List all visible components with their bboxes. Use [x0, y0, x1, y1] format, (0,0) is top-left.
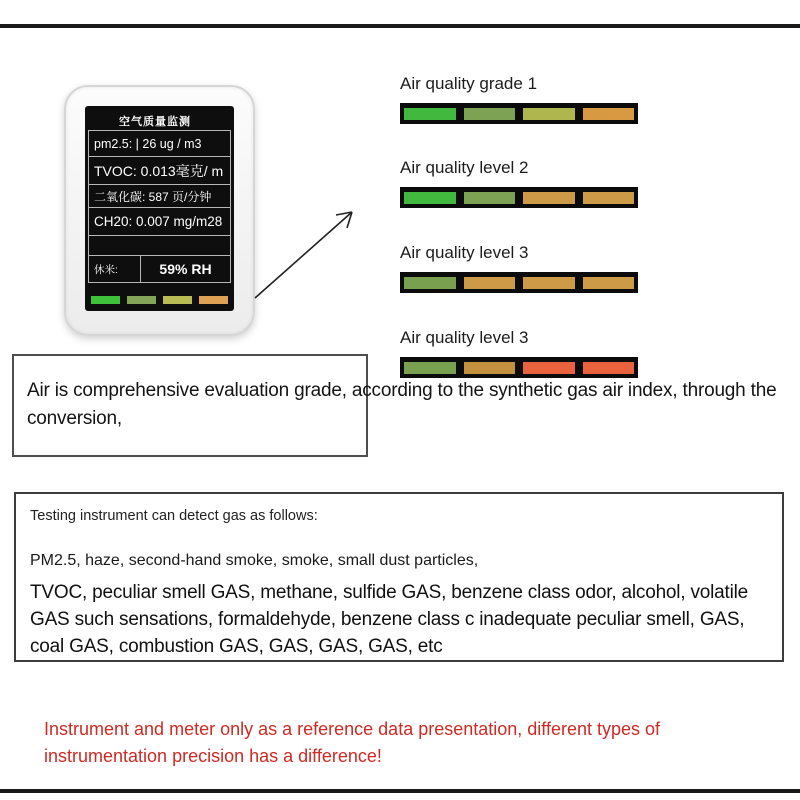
screen-readings-table — [88, 130, 231, 283]
scale-label: Air quality level 2 — [400, 158, 529, 177]
disclaimer-text: Instrument and meter only as a reference data presentation, different types of instrumentation precision has a difference! — [44, 719, 661, 766]
scale-segment — [464, 277, 516, 289]
indicator-segment — [91, 296, 120, 304]
reading-co2: 二氧化碳: 587 页/分钟 — [89, 185, 230, 208]
scale-segment — [404, 362, 456, 374]
scale-bar — [400, 103, 638, 124]
scale-segment — [523, 362, 575, 374]
top-divider — [0, 24, 800, 28]
device-screen — [85, 106, 234, 311]
scale-label: Air quality level 3 — [400, 243, 529, 262]
evaluation-note-text: Air is comprehensive evaluation grade, according to the synthetic gas air index, through the conversion, — [27, 380, 777, 429]
scale-segment — [464, 192, 516, 204]
scale-bar — [400, 357, 638, 378]
screen-indicator-bars — [91, 296, 228, 304]
scale-bar — [400, 187, 638, 208]
air-quality-scale-4 — [400, 328, 638, 378]
scale-segment — [404, 192, 456, 204]
indicator-segment — [127, 296, 156, 304]
humidity-label: 休米: — [89, 256, 141, 282]
scale-segment — [523, 277, 575, 289]
air-quality-scale-2 — [400, 158, 638, 208]
detection-gases-paragraph: TVOC, peculiar smell GAS, methane, sulfide GAS, benzene class odor, alcohol, volatile GAS such sensations, formaldehyde, benzene class c inadequate peculiar smell, GAS, coal GAS, combustion GAS, GAS, GAS, GAS, etc — [30, 582, 749, 657]
air-quality-scale-1 — [400, 74, 638, 124]
scale-label: Air quality grade 1 — [400, 74, 538, 93]
screen-title: 空气质量监测 — [119, 116, 191, 128]
pointer-arrow — [235, 200, 370, 315]
scale-segment — [523, 192, 575, 204]
screen-bottom-row — [89, 255, 230, 282]
scale-segment — [583, 192, 635, 204]
reading-ch2o: CH20: 0.007 mg/m28 — [89, 208, 230, 236]
indicator-segment — [199, 296, 228, 304]
scale-bar — [400, 272, 638, 293]
bottom-divider — [0, 789, 800, 793]
detection-particles-line: PM2.5, haze, second-hand smoke, smoke, small dust particles, — [30, 552, 479, 569]
humidity-value: 59% RH — [159, 261, 212, 277]
scale-segment — [583, 362, 635, 374]
scale-segment — [583, 277, 635, 289]
scale-segment — [464, 362, 516, 374]
indicator-segment — [163, 296, 192, 304]
air-quality-scale-3 — [400, 243, 638, 293]
scale-segment — [404, 108, 456, 120]
scale-segment — [404, 277, 456, 289]
screen-spacer — [89, 236, 230, 255]
detection-info-box — [14, 492, 784, 662]
scale-segment — [464, 108, 516, 120]
scale-segment — [523, 108, 575, 120]
air-quality-monitor-device — [64, 85, 255, 336]
reading-pm25: pm2.5: | 26 ug / m3 — [89, 131, 230, 157]
detection-heading: Testing instrument can detect gas as follows: — [30, 508, 318, 524]
reading-tvoc: TVOC: 0.013毫克/ m — [89, 157, 230, 185]
scale-label: Air quality level 3 — [400, 328, 529, 347]
scale-segment — [583, 108, 635, 120]
